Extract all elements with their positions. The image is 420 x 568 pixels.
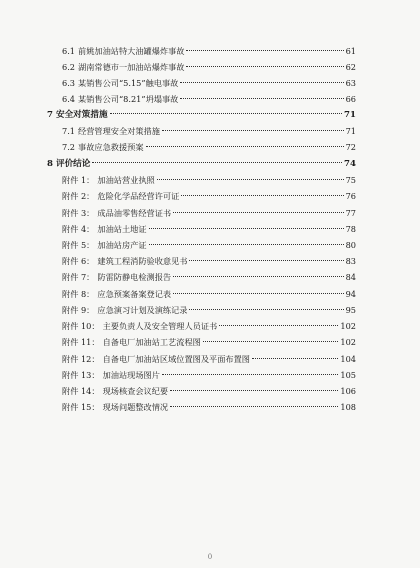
toc-entry[interactable] xyxy=(62,76,356,90)
toc-entry-title: 加油站房产证 xyxy=(97,240,147,250)
toc-leader-dots xyxy=(170,406,338,407)
toc-entry-page: 63 xyxy=(345,78,356,88)
toc-entry-page: 77 xyxy=(345,208,356,218)
toc-entry-page: 62 xyxy=(345,62,356,72)
toc-entry-page: 71 xyxy=(344,110,356,120)
toc-entry-title: 应急预案备案登记表 xyxy=(97,289,172,299)
toc-entry-number: 6.2 xyxy=(62,62,76,72)
toc-entry-number: 8 xyxy=(47,159,53,169)
toc-entry[interactable] xyxy=(62,206,356,220)
toc-entry-page: 84 xyxy=(345,272,356,282)
toc-leader-dots xyxy=(189,260,343,261)
toc-entry-number: 7.2 xyxy=(62,142,76,152)
toc-entry-number: 附件 9： xyxy=(62,305,95,315)
toc-entry[interactable] xyxy=(62,173,356,187)
toc-entry[interactable] xyxy=(62,140,356,154)
toc-entry[interactable] xyxy=(62,287,356,301)
toc-entry[interactable] xyxy=(62,254,356,268)
toc-entry-title: 事故应急救援预案 xyxy=(78,142,144,152)
toc-entry-title: 防雷防静电检测报告 xyxy=(97,272,172,282)
toc-leader-dots xyxy=(170,390,338,391)
toc-entry-number: 附件 10： xyxy=(62,321,100,331)
toc-entry-title: 某销售公司“8.21”坍塌事故 xyxy=(78,94,179,104)
toc-entry[interactable] xyxy=(62,270,356,284)
toc-entry[interactable] xyxy=(47,157,356,171)
toc-leader-dots xyxy=(92,162,342,163)
toc-leader-dots xyxy=(180,98,343,99)
toc-leader-dots xyxy=(252,358,338,359)
toc-entry[interactable] xyxy=(62,303,356,317)
toc-entry-page: 78 xyxy=(345,224,356,234)
toc-entry-page: 104 xyxy=(340,354,356,364)
toc-entry-page: 108 xyxy=(340,402,356,412)
toc-entry[interactable] xyxy=(47,108,356,122)
toc-entry-title: 成品油零售经营证书 xyxy=(97,208,172,218)
toc-entry-title: 现场核查会议纪要 xyxy=(102,386,169,396)
toc-entry-number: 附件 5： xyxy=(62,240,95,250)
toc-entry-number: 6.1 xyxy=(62,46,76,56)
toc-entry[interactable] xyxy=(62,238,356,252)
toc-leader-dots xyxy=(180,82,343,83)
toc-entry-number: 7.1 xyxy=(62,126,76,136)
toc-entry-page: 75 xyxy=(345,175,356,185)
toc-entry-page: 94 xyxy=(345,289,356,299)
toc-entry-number: 附件 4： xyxy=(62,224,95,234)
toc-leader-dots xyxy=(173,293,344,294)
footer-page-number: 0 xyxy=(207,553,213,561)
toc-leader-dots xyxy=(189,309,343,310)
toc-entry-page: 71 xyxy=(345,126,356,136)
toc-entry[interactable] xyxy=(62,189,356,203)
toc-entry-title: 评价结论 xyxy=(55,159,91,169)
toc-leader-dots xyxy=(146,146,344,147)
toc-entry-number: 附件 1： xyxy=(62,175,95,185)
toc-leader-dots xyxy=(149,244,344,245)
toc-leader-dots xyxy=(219,325,338,326)
toc-entry-number: 附件 8： xyxy=(62,289,95,299)
toc-entry-title: 湖南常德市一加油站爆炸事故 xyxy=(78,62,185,72)
toc-entry[interactable] xyxy=(62,384,356,398)
toc-entry-page: 76 xyxy=(345,191,356,201)
toc-entry-number: 附件 13： xyxy=(62,370,100,380)
toc-leader-dots xyxy=(162,374,338,375)
toc-entry-number: 附件 14： xyxy=(62,386,100,396)
toc-entry-page: 102 xyxy=(340,337,356,347)
toc-entry-page: 106 xyxy=(340,386,356,396)
toc-entry[interactable] xyxy=(62,319,356,333)
toc-entry-number: 附件 12： xyxy=(62,354,100,364)
toc-entry-number: 附件 3： xyxy=(62,208,95,218)
toc-leader-dots xyxy=(186,50,343,51)
toc-entry-number: 6.3 xyxy=(62,78,76,88)
toc-entry-title: 危险化学品经营许可证 xyxy=(97,191,180,201)
toc-leader-dots xyxy=(173,276,344,277)
toc-entry-title: 经营管理安全对策措施 xyxy=(78,126,160,136)
toc-leader-dots xyxy=(173,212,344,213)
toc-entry[interactable] xyxy=(62,60,356,74)
toc-entry-page: 83 xyxy=(345,256,356,266)
toc-entry[interactable] xyxy=(62,368,356,382)
toc-entry-page: 66 xyxy=(345,94,356,104)
toc-leader-dots xyxy=(149,228,344,229)
toc-entry[interactable] xyxy=(62,44,356,58)
toc-entry[interactable] xyxy=(62,124,356,138)
toc-entry-title: 前姚加油站特大油罐爆炸事故 xyxy=(78,46,185,56)
toc-entry-number: 附件 2： xyxy=(62,191,95,201)
toc-entry-page: 74 xyxy=(344,159,356,169)
toc-entry-title: 加油站现场图片 xyxy=(102,370,160,380)
toc-entry-title: 加油站土地证 xyxy=(97,224,147,234)
toc-entry-number: 附件 15： xyxy=(62,402,100,412)
toc-entry-number: 附件 6： xyxy=(62,256,95,266)
toc-entry-number: 附件 11： xyxy=(62,337,100,347)
toc-entry-number: 7 xyxy=(47,110,53,120)
toc-entry-title: 建筑工程消防验收意见书 xyxy=(97,256,188,266)
toc-entry-page: 105 xyxy=(340,370,356,380)
toc-entry-number: 6.4 xyxy=(62,94,76,104)
toc-entry[interactable] xyxy=(62,92,356,106)
toc-entry-page: 80 xyxy=(345,240,356,250)
toc-entry-title: 自备电厂加油站工艺流程图 xyxy=(102,337,201,347)
toc-entry-title: 应急演习计划及演练记录 xyxy=(97,305,188,315)
toc-entry-page: 95 xyxy=(345,305,356,315)
toc-entry-title: 某销售公司“5.15”触电事故 xyxy=(78,78,179,88)
toc-entry-title: 自备电厂加油站区域位置图及平面布置图 xyxy=(102,354,250,364)
toc-entry-page: 102 xyxy=(340,321,356,331)
toc-entry-page: 61 xyxy=(345,46,356,56)
toc-entry[interactable] xyxy=(62,335,356,349)
toc-entry[interactable] xyxy=(62,400,356,414)
toc-leader-dots xyxy=(181,195,343,196)
toc-entry[interactable] xyxy=(62,352,356,366)
toc-entry[interactable] xyxy=(62,222,356,236)
toc-entry-title: 加油站营业执照 xyxy=(97,175,155,185)
toc-entry-number: 附件 7： xyxy=(62,272,95,282)
toc-entry-page: 72 xyxy=(345,142,356,152)
toc-leader-dots xyxy=(162,130,344,131)
toc-entry-title: 主要负责人及安全管理人员证书 xyxy=(102,321,218,331)
toc-leader-dots xyxy=(203,341,339,342)
toc-leader-dots xyxy=(157,179,344,180)
toc-leader-dots xyxy=(110,113,342,114)
toc-leader-dots xyxy=(186,66,343,67)
toc-entry-title: 安全对策措施 xyxy=(55,110,108,120)
toc-entry-title: 现场问题整改情况 xyxy=(102,402,169,412)
